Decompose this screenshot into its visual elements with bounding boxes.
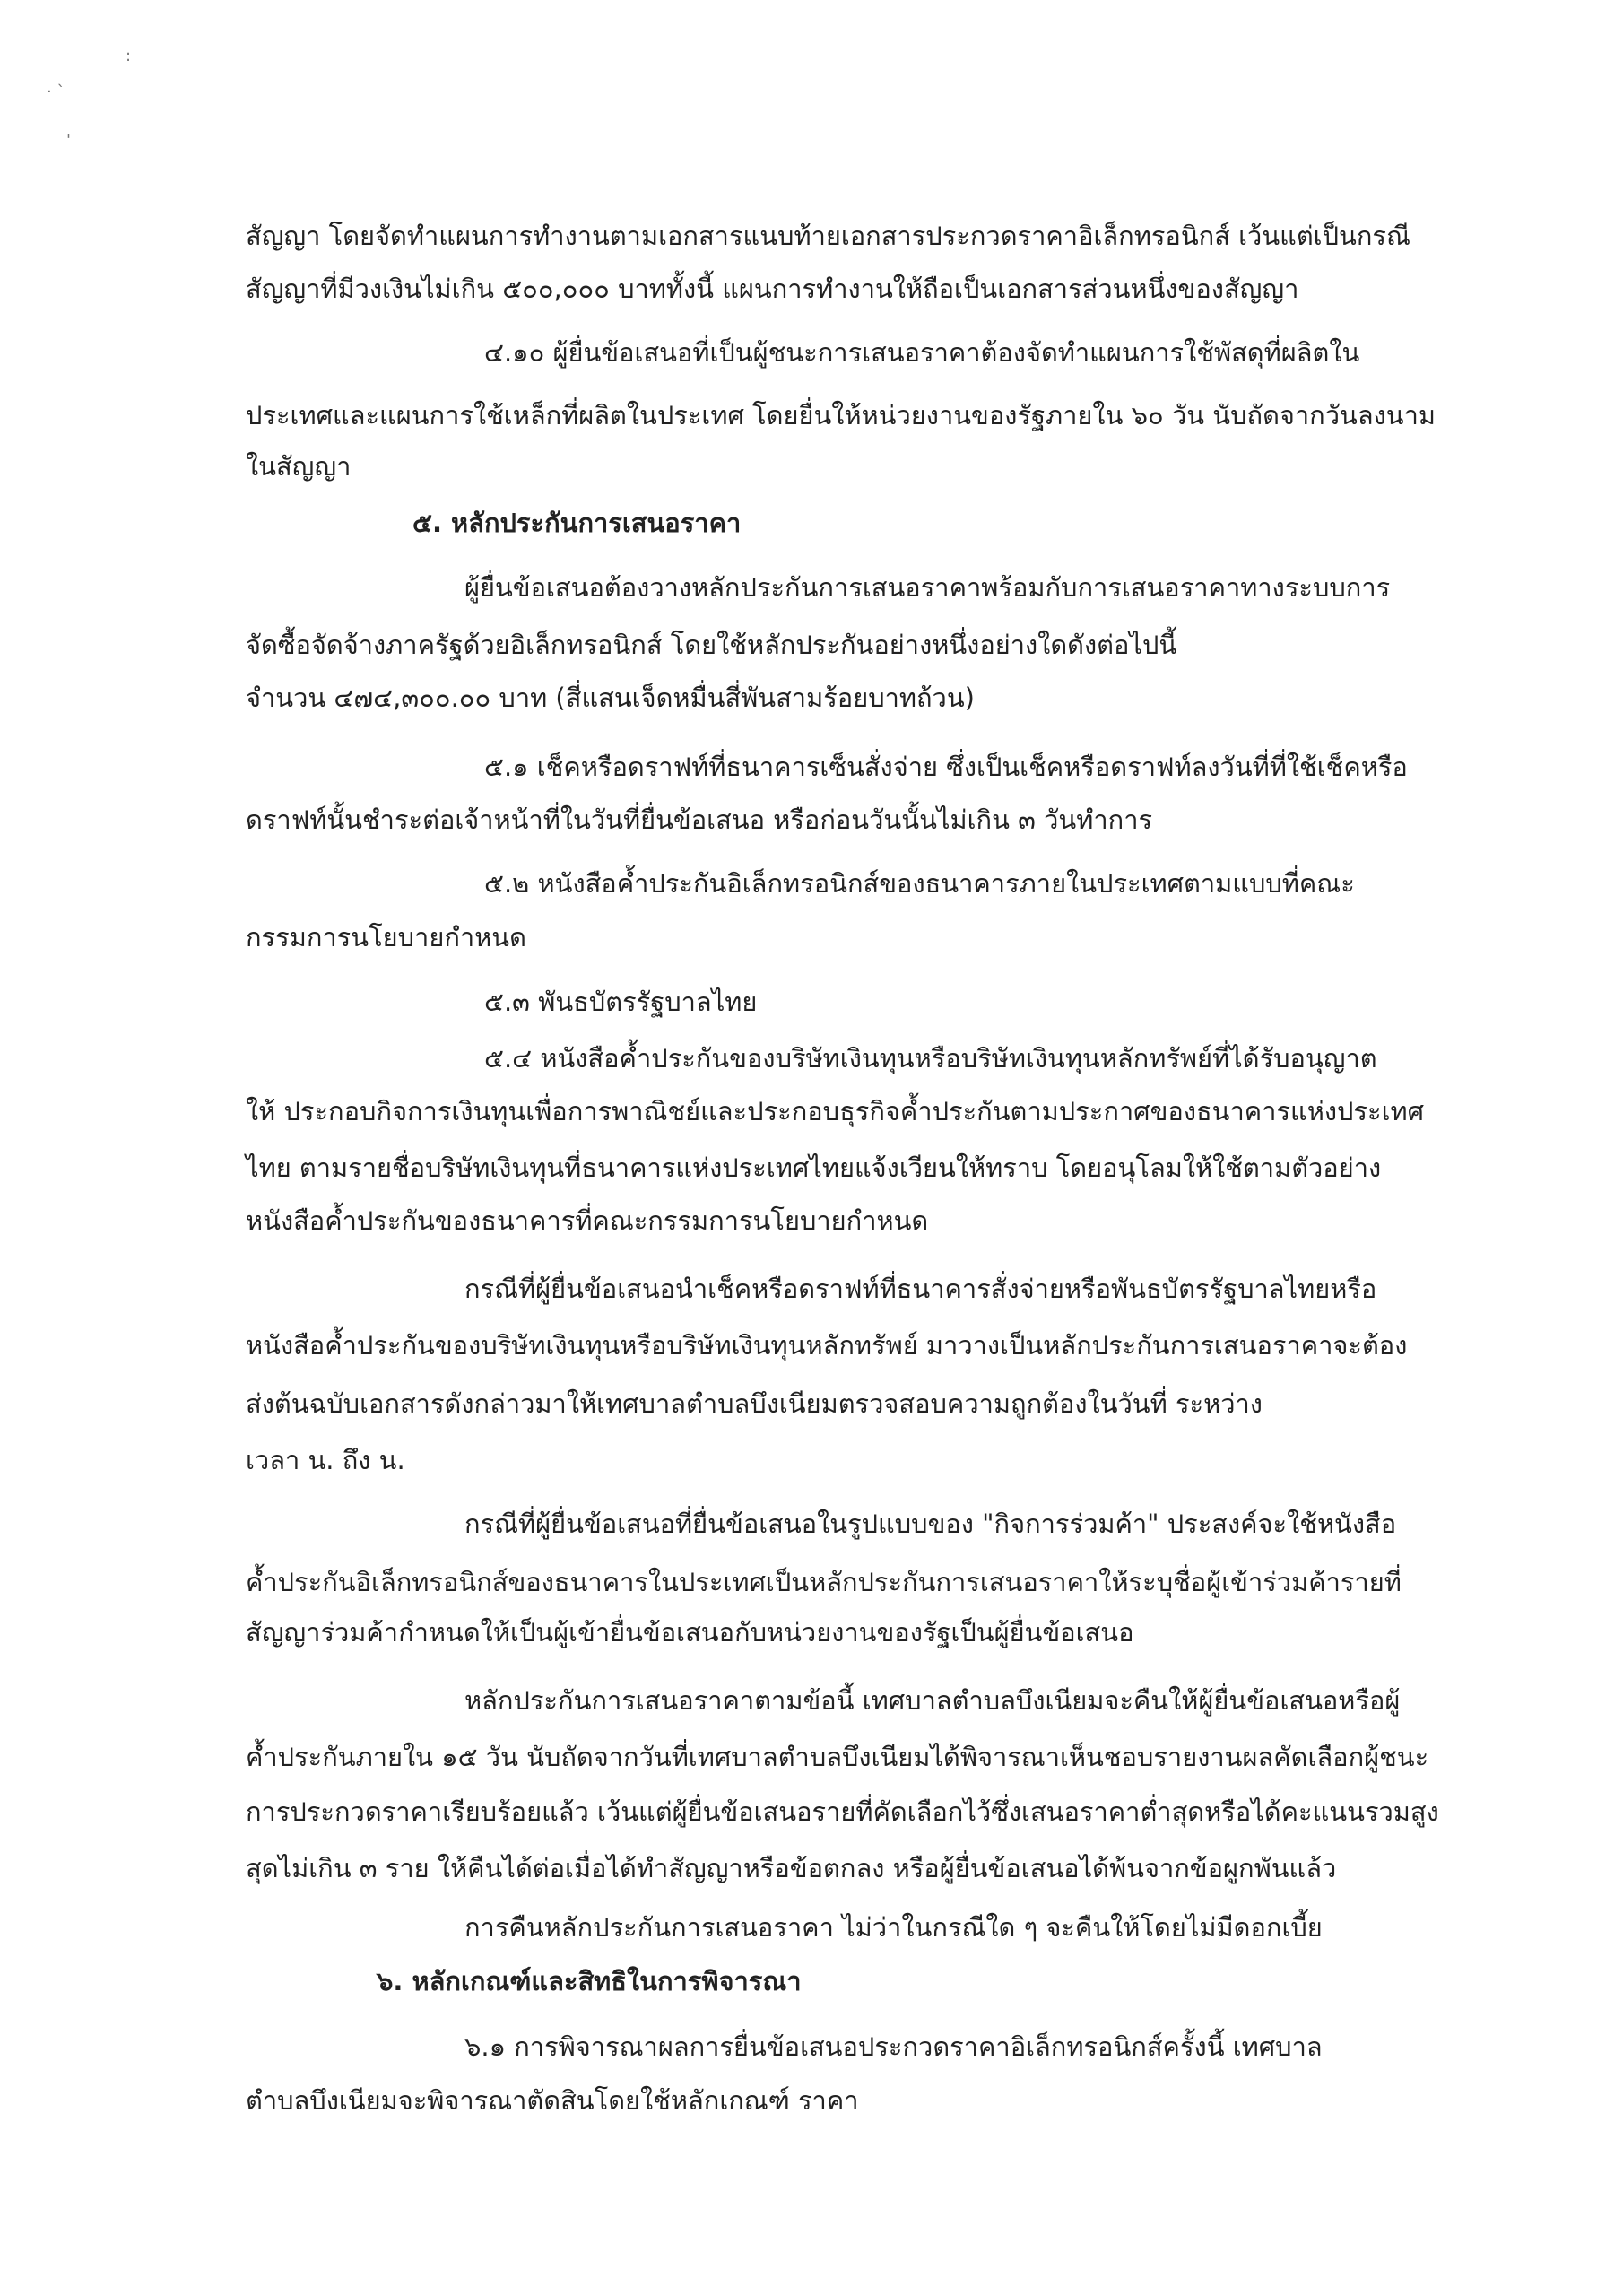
paragraph-line: ส่งต้นฉบับเอกสารดังกล่าวมาให้เทศบาลตำบลบึงเนียมตรวจสอบความถูกต้องในวันที่ ระหว่าง	[246, 1388, 1263, 1419]
scan-mark: '	[66, 131, 71, 150]
paragraph-line: ประเทศและแผนการใช้เหล็กที่ผลิตในประเทศ โดยยื่นให้หน่วยงานของรัฐภายใน ๖๐ วัน นับถัดจากวันลงนาม	[246, 400, 1436, 430]
paragraph-line: สัญญา โดยจัดทำแผนการทำงานตามเอกสารแนบท้ายเอกสารประกวดราคาอิเล็กทรอนิกส์ เว้นแต่เป็นกรณี	[246, 221, 1410, 251]
paragraph-line: จำนวน ๔๗๔,๓๐๐.๐๐ บาท (สี่แสนเจ็ดหมื่นสี่พันสามร้อยบาทถ้วน)	[246, 683, 975, 713]
paragraph-line: การคืนหลักประกันการเสนอราคา ไม่ว่าในกรณีใด ๆ จะคืนให้โดยไม่มีดอกเบี้ย	[464, 1912, 1323, 1943]
paragraph-line: กรณีที่ผู้ยื่นข้อเสนอนำเช็คหรือดราฟท์ที่ธนาคารสั่งจ่ายหรือพันธบัตรรัฐบาลไทยหรือ	[464, 1274, 1377, 1304]
paragraph-line: ดราฟท์นั้นชำระต่อเจ้าหน้าที่ในวันที่ยื่นข้อเสนอ หรือก่อนวันนั้นไม่เกิน ๓ วันทำการ	[246, 804, 1153, 835]
paragraph-line: ค้ำประกันอิเล็กทรอนิกส์ของธนาคารในประเทศเป็นหลักประกันการเสนอราคาให้ระบุชื่อผู้เข้าร่วมค้ารายที่	[246, 1567, 1402, 1597]
paragraph-line: กรณีที่ผู้ยื่นข้อเสนอที่ยื่นข้อเสนอในรูปแบบของ "กิจการร่วมค้า" ประสงค์จะใช้หนังสือ	[464, 1509, 1397, 1539]
section-heading: ๖. หลักเกณฑ์และสิทธิในการพิจารณา	[377, 1966, 802, 1996]
paragraph-line: ๔.๑๐ ผู้ยื่นข้อเสนอที่เป็นผู้ชนะการเสนอราคาต้องจัดทำแผนการใช้พัสดุที่ผลิตใน	[484, 337, 1360, 368]
paragraph-line: สัญญาที่มีวงเงินไม่เกิน ๕๐๐,๐๐๐ บาททั้งนี้ แผนการทำงานให้ถือเป็นเอกสารส่วนหนึ่งของสัญญา	[246, 274, 1299, 304]
paragraph-line: หนังสือค้ำประกันของธนาคารที่คณะกรรมการนโยบายกำหนด	[246, 1205, 929, 1236]
paragraph-line: ๕.๑ เช็คหรือดราฟท์ที่ธนาคารเซ็นสั่งจ่าย ซึ่งเป็นเช็คหรือดราฟท์ลงวันที่ที่ใช้เช็คหรือ	[484, 752, 1408, 782]
scan-mark: · `	[47, 83, 65, 101]
paragraph-line: เวลา น. ถึง น.	[246, 1445, 405, 1475]
paragraph-line: สัญญาร่วมค้ากำหนดให้เป็นผู้เข้ายื่นข้อเสนอกับหน่วยงานของรัฐเป็นผู้ยื่นข้อเสนอ	[246, 1617, 1134, 1648]
paragraph-line: ให้ ประกอบกิจการเงินทุนเพื่อการพาณิชย์และประกอบธุรกิจค้ำประกันตามประกาศของธนาคารแห่งประเทศ	[246, 1096, 1425, 1126]
paragraph-line: จัดซื้อจัดจ้างภาครัฐด้วยอิเล็กทรอนิกส์ โดยใช้หลักประกันอย่างหนึ่งอย่างใดดังต่อไปนี้	[246, 630, 1177, 660]
paragraph-line: ผู้ยื่นข้อเสนอต้องวางหลักประกันการเสนอราคาพร้อมกับการเสนอราคาทางระบบการ	[464, 572, 1391, 603]
paragraph-line: ๕.๔ หนังสือค้ำประกันของบริษัทเงินทุนหรือบริษัทเงินทุนหลักทรัพย์ที่ได้รับอนุญาต	[484, 1043, 1377, 1074]
paragraph-line: กรรมการนโยบายกำหนด	[246, 922, 526, 952]
paragraph-line: ๕.๓ พันธบัตรรัฐบาลไทย	[484, 987, 758, 1017]
paragraph-line: หนังสือค้ำประกันของบริษัทเงินทุนหรือบริษัทเงินทุนหลักทรัพย์ มาวางเป็นหลักประกันการเสนอราคาจะต้อง	[246, 1330, 1408, 1361]
paragraph-line: ไทย ตามรายชื่อบริษัทเงินทุนที่ธนาคารแห่งประเทศไทยแจ้งเวียนให้ทราบ โดยอนุโลมให้ใช้ตามตัวอย่าง	[246, 1152, 1382, 1183]
paragraph-line: ค้ำประกันภายใน ๑๕ วัน นับถัดจากวันที่เทศบาลตำบลบึงเนียมได้พิจารณาเห็นชอบรายงานผลคัดเลือกผู้ชนะ	[246, 1742, 1429, 1772]
paragraph-line: ในสัญญา	[246, 451, 352, 482]
paragraph-line: ๖.๑ การพิจารณาผลการยื่นข้อเสนอประกวดราคาอิเล็กทรอนิกส์ครั้งนี้ เทศบาล	[464, 2031, 1323, 2062]
paragraph-line: สุดไม่เกิน ๓ ราย ให้คืนได้ต่อเมื่อได้ทำสัญญาหรือข้อตกลง หรือผู้ยื่นข้อเสนอได้พ้นจากข้อผูกพันแล้ว	[246, 1853, 1337, 1883]
scan-mark: :	[126, 47, 132, 65]
paragraph-line: การประกวดราคาเรียบร้อยแล้ว เว้นแต่ผู้ยื่นข้อเสนอรายที่คัดเลือกไว้ซึ่งเสนอราคาต่ำสุดหรือได้คะแนนรวมสูง	[246, 1796, 1439, 1827]
paragraph-line: ๕.๒ หนังสือค้ำประกันอิเล็กทรอนิกส์ของธนาคารภายในประเทศตามแบบที่คณะ	[484, 868, 1355, 899]
section-heading: ๕. หลักประกันการเสนอราคา	[412, 508, 742, 538]
paragraph-line: หลักประกันการเสนอราคาตามข้อนี้ เทศบาลตำบลบึงเนียมจะคืนให้ผู้ยื่นข้อเสนอหรือผู้	[464, 1685, 1401, 1716]
paragraph-line: ตำบลบึงเนียมจะพิจารณาตัดสินโดยใช้หลักเกณฑ์ ราคา	[246, 2085, 859, 2116]
